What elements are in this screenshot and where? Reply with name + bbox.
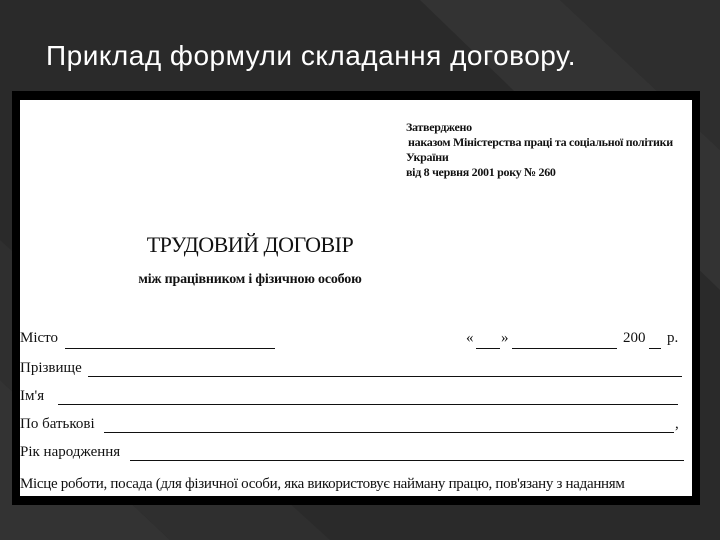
approval-line-1: Затверджено — [406, 120, 472, 134]
date-month-blank — [512, 348, 617, 349]
approval-block — [406, 120, 673, 180]
name-blank — [58, 404, 678, 405]
approval-line-4: від 8 червня 2001 року № 260 — [406, 165, 556, 179]
document-page — [20, 100, 692, 496]
year-suffix: р. — [667, 330, 679, 346]
document-title: ТРУДОВИЙ ДОГОВІР — [146, 232, 354, 257]
surname-blank — [88, 376, 682, 377]
patronymic-comma: , — [675, 416, 679, 432]
city-blank — [65, 348, 275, 349]
date-day-blank — [476, 348, 500, 349]
date-open-quote: « — [466, 330, 474, 346]
name-label: Ім'я — [20, 388, 45, 404]
birth-year-label: Рік народження — [20, 444, 121, 460]
patronymic-blank — [104, 432, 674, 433]
document-frame — [12, 91, 700, 505]
year-blank — [649, 348, 661, 349]
surname-label: Прізвище — [20, 360, 82, 376]
year-prefix: 200 — [623, 330, 646, 346]
approval-line-3: України — [406, 150, 449, 164]
date-close-quote: » — [501, 330, 509, 346]
slide-title: Приклад формули складання договору. — [46, 40, 577, 71]
birth-year-blank — [130, 460, 684, 461]
approval-line-2: наказом Міністерства праці та соціальної політики — [408, 135, 673, 149]
document-subtitle: між працівником і фізичною особою — [138, 272, 362, 287]
patronymic-label: По батькові — [20, 416, 95, 432]
workplace-text: Місце роботи, посада (для фізичної особи, яка використовує найману працю, пов'язану з наданням — [20, 476, 625, 492]
city-label: Місто — [20, 330, 59, 346]
